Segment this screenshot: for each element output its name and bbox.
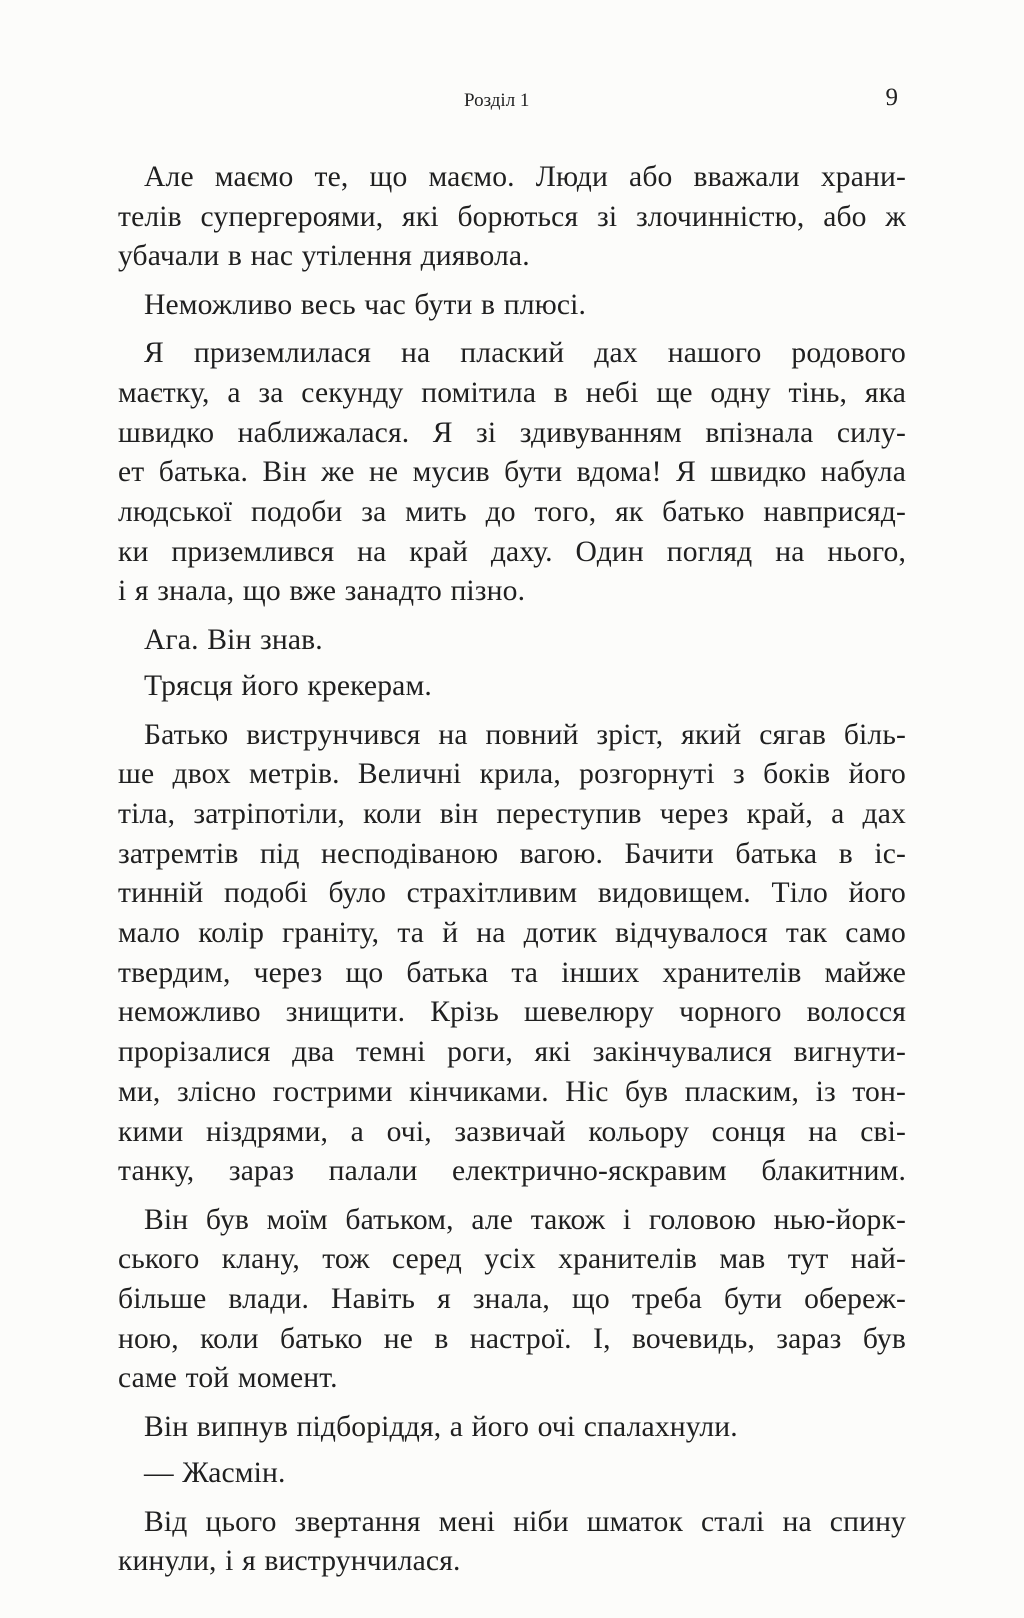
text-line: ки приземлився на край даху. Один погляд на нього, — [118, 535, 906, 568]
text-line: Трясця його крекерам. — [144, 670, 432, 703]
text-line: танку, зараз палали електрично-яскравим блакитним. — [118, 1155, 906, 1188]
text-line: кинули, і я виструнчилася. — [118, 1545, 461, 1578]
text-line: затремтів під несподіваною вагою. Бачити батька в іс- — [118, 837, 906, 870]
text-line: Він випнув підборіддя, а його очі спалахнули. — [144, 1410, 738, 1443]
text-line: і я знала, що вже занадто пізно. — [118, 575, 526, 608]
text-line: ше двох метрів. Величні крила, розгорнуті з боків його — [118, 758, 906, 791]
text-line: Батько виструнчився на повний зріст, який сягав біль- — [144, 718, 906, 751]
text-line: Від цього звертання мені ніби шматок сталі на спину — [144, 1505, 906, 1538]
running-header — [118, 84, 904, 124]
text-line: Я приземлилася на плаский дах нашого родового — [144, 337, 906, 370]
text-line: телів супергероями, які борються зі злочинністю, або ж — [118, 200, 906, 233]
chapter-title: Розділ 1 — [464, 90, 530, 111]
page-number: 9 — [885, 84, 898, 111]
text-line: ми, злісно гострими кінчиками. Ніс був пласким, із тон- — [118, 1075, 906, 1108]
text-line: — Жасмін. — [144, 1457, 286, 1490]
text-line: убачали в нас утілення диявола. — [118, 240, 530, 273]
text-line: маєтку, а за секунду помітила в небі ще одну тінь, яка — [118, 377, 906, 410]
text-line: прорізалися два темні роги, які закінчувалися вигнути- — [118, 1036, 906, 1069]
text-line: кими ніздрями, а очі, зазвичай кольору сонця на сві- — [118, 1115, 906, 1148]
text-line: твердим, через що батька та інших хранителів майже — [118, 956, 906, 989]
text-line: тинній подобі було страхітливим видовищем. Тіло його — [118, 877, 906, 910]
text-line: швидко наближалася. Я зі здивуванням впізнала силу- — [118, 416, 906, 449]
text-line: неможливо знищити. Крізь шевелюру чорного волосся — [118, 996, 906, 1029]
text-line: тіла, затріпотіли, коли він переступив через край, а дах — [118, 798, 906, 830]
text-line: мало колір граніту, та й на дотик відчувалося так само — [118, 917, 906, 950]
text-line: Ага. Він знав. — [144, 623, 323, 656]
body-text — [118, 158, 906, 1582]
text-line: Але маємо те, що маємо. Люди або вважали храни- — [144, 161, 906, 193]
text-line: Він був моїм батьком, але також і головою нью-йорк- — [144, 1203, 906, 1236]
text-line: ського клану, тож серед усіх хранителів мав тут най- — [118, 1243, 906, 1276]
text-line: Неможливо весь час бути в плюсі. — [144, 288, 587, 321]
text-line: ною, коли батько не в настрої. І, вочевидь, зараз був — [118, 1322, 906, 1355]
text-line: ет батька. Він же не мусив бути вдома! Я швидко набула — [118, 456, 906, 489]
text-line: людської подоби за мить до того, як батько навприсяд- — [118, 496, 906, 529]
text-line: саме той момент. — [118, 1362, 338, 1395]
text-line: більше влади. Навіть я знала, що треба бути обереж- — [118, 1283, 906, 1316]
